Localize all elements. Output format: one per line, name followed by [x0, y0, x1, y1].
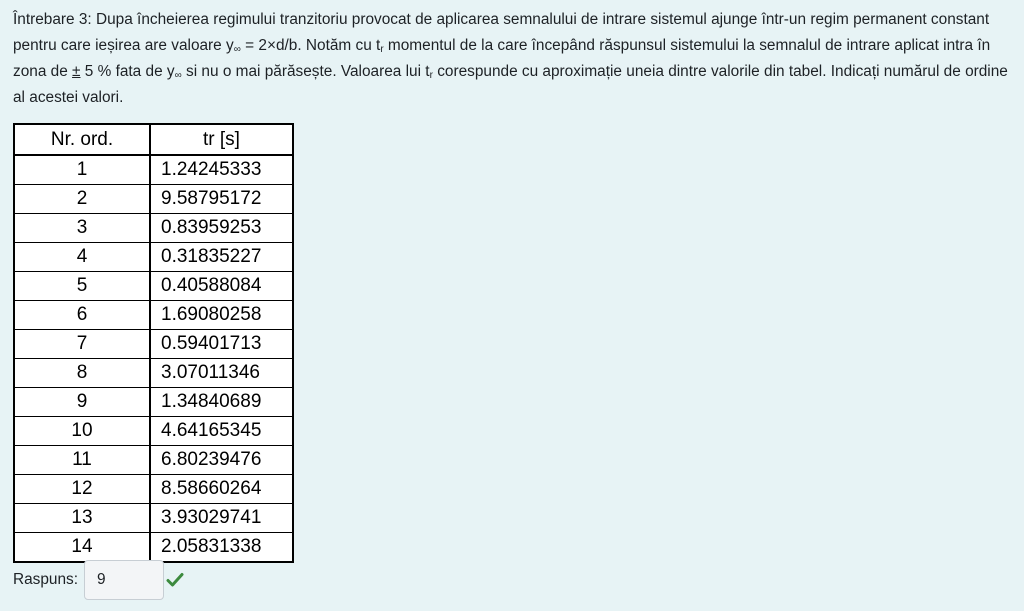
values-table — [13, 123, 294, 563]
table-row — [14, 475, 293, 504]
cell-tr: 1.69080258 — [150, 301, 293, 330]
plus-minus-sign: ± — [72, 63, 81, 80]
question-text — [13, 7, 1013, 111]
cell-nr: 6 — [14, 301, 150, 330]
question-part: momentul de la care începând răspunsul sistemului la semnalul de intrare aplicat intra în zona de — [13, 37, 991, 80]
subscript-infinity: ∞ — [233, 44, 241, 55]
subscript-r: r — [429, 70, 433, 81]
cell-tr: 3.93029741 — [150, 504, 293, 533]
cell-tr: 3.07011346 — [150, 359, 293, 388]
cell-tr: 2.05831338 — [150, 533, 293, 563]
table-row — [14, 243, 293, 272]
cell-nr: 12 — [14, 475, 150, 504]
correct-check-icon — [166, 571, 184, 589]
cell-tr: 0.31835227 — [150, 243, 293, 272]
cell-tr: 0.40588084 — [150, 272, 293, 301]
cell-nr: 4 — [14, 243, 150, 272]
question-part: 5 % fata de y — [80, 63, 175, 80]
cell-tr: 9.58795172 — [150, 185, 293, 214]
cell-nr: 10 — [14, 417, 150, 446]
answer-input[interactable] — [84, 560, 164, 600]
table-row — [14, 504, 293, 533]
table-body — [14, 155, 293, 562]
cell-nr: 9 — [14, 388, 150, 417]
subscript-r: r — [380, 44, 384, 55]
column-header-tr: tr [s] — [150, 124, 293, 155]
cell-tr: 6.80239476 — [150, 446, 293, 475]
cell-nr: 5 — [14, 272, 150, 301]
cell-tr: 8.58660264 — [150, 475, 293, 504]
answer-label: Raspuns: — [13, 571, 79, 588]
cell-nr: 7 — [14, 330, 150, 359]
question-part: si nu o mai părăsește. Valoarea lui t — [181, 63, 430, 80]
table-row — [14, 272, 293, 301]
cell-tr: 4.64165345 — [150, 417, 293, 446]
table-row — [14, 185, 293, 214]
table-row — [14, 155, 293, 185]
cell-nr: 3 — [14, 214, 150, 243]
answer-row — [13, 559, 184, 601]
cell-tr: 0.83959253 — [150, 214, 293, 243]
table-row — [14, 417, 293, 446]
table-header-row — [14, 124, 293, 155]
cell-tr: 0.59401713 — [150, 330, 293, 359]
question-part: = 2×d/b. Notăm cu t — [240, 37, 381, 54]
table-row — [14, 388, 293, 417]
table-row — [14, 533, 293, 563]
cell-tr: 1.34840689 — [150, 388, 293, 417]
table-row — [14, 446, 293, 475]
table-row — [14, 359, 293, 388]
table-row — [14, 301, 293, 330]
cell-nr: 13 — [14, 504, 150, 533]
values-table-container — [13, 123, 294, 563]
cell-tr: 1.24245333 — [150, 155, 293, 185]
cell-nr: 1 — [14, 155, 150, 185]
cell-nr: 8 — [14, 359, 150, 388]
cell-nr: 2 — [14, 185, 150, 214]
question-part: corespunde cu aproximație uneia dintre valorile din tabel. Indicați numărul de ordine al acestei valori. — [13, 63, 1008, 106]
question-part: Întrebare 3: Dupa încheierea regimului tranzitoriu provocat de aplicarea semnalului de intrare sistemul ajunge într-un regim permanent constant pentru care ieșirea are valoare y — [13, 11, 990, 54]
column-header-nr: Nr. ord. — [14, 124, 150, 155]
cell-nr: 14 — [14, 533, 150, 563]
table-row — [14, 330, 293, 359]
subscript-infinity: ∞ — [174, 70, 182, 81]
cell-nr: 11 — [14, 446, 150, 475]
table-row — [14, 214, 293, 243]
